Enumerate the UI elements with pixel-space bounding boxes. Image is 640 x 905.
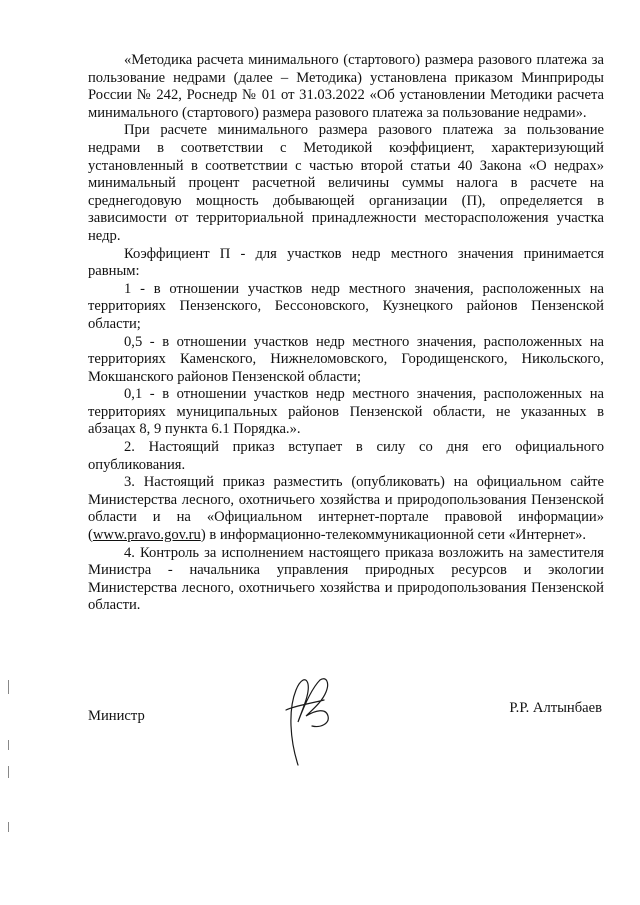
paragraph-control: 4. Контроль за исполнением настоящего приказа возложить на заместителя Министра - начальника управления природных ресурсов и экологии Министерства лесного, охотничьего хозяйства и природопользования Пензенской области.: [88, 544, 604, 614]
scan-edge-mark: [8, 822, 9, 832]
paragraph-coefficient-definition: При расчете минимального размера разового платежа за пользование недрами в соответствии с Методикой коэффициент, характеризующий установленный в соответствии с частью второй статьи 40 Закона «О недрах» минимальный процент расчетной величины суммы налога в расчете на среднегодовую мощность добывающей организации (П), определяется в зависимости от территориальной принадлежности месторасположения участка недр.: [88, 122, 604, 244]
handwritten-signature: [268, 670, 338, 770]
pravo-link[interactable]: www.pravo.gov.ru: [92, 527, 201, 544]
scan-edge-mark: [8, 680, 9, 694]
document-body: [88, 52, 604, 615]
paragraph-coefficient-intro: Коэффициент П - для участков недр местного значения принимается равным:: [88, 245, 604, 280]
paragraph-methodology: «Методика расчета минимального (стартового) размера разового платежа за пользование недрами (далее – Методика) установлена приказом Минприроды России № 242, Роснедр № 01 от 31.03.2022 «Об установлении Методики расчета минимального (стартового) размера разового платежа за пользование недрами».: [88, 52, 604, 121]
scan-edge-mark: [8, 740, 9, 750]
paragraph-coefficient-0-1: 0,1 - в отношении участков недр местного значения, расположенных на территориях муниципальных районов Пензенской области, не указанных в абзацах 8, 9 пункта 6.1 Порядка.».: [88, 386, 604, 438]
paragraph-coefficient-0-5: 0,5 - в отношении участков недр местного значения, расположенных на территориях Каменского, Нижнеломовского, Городищенского, Никольского, Мокшанского районов Пензенской области;: [88, 333, 604, 385]
publication-text-after: ) в информационно-телекоммуникационной сети «Интернет».: [200, 527, 587, 544]
signature-block: [88, 700, 604, 760]
paragraph-effective-date: 2. Настоящий приказ вступает в силу со дня его официального опубликования.: [88, 439, 604, 473]
paragraph-publication: [88, 474, 604, 544]
publication-text-before: 3. Настоящий приказ разместить (опубликовать) на официальном сайте Министерства лесного, охотничьего хозяйства и природопользования Пензенской области и на «Официальном интернет-портале правовой информации» (: [88, 474, 604, 544]
signer-title: Министр: [88, 708, 145, 724]
scan-edge-mark: [8, 766, 9, 778]
paragraph-coefficient-1: 1 - в отношении участков недр местного значения, расположенных на территориях Пензенского, Бессоновского, Кузнецкого районов Пензенской области;: [88, 280, 604, 332]
signer-name: Р.Р. Алтынбаев: [509, 700, 602, 716]
